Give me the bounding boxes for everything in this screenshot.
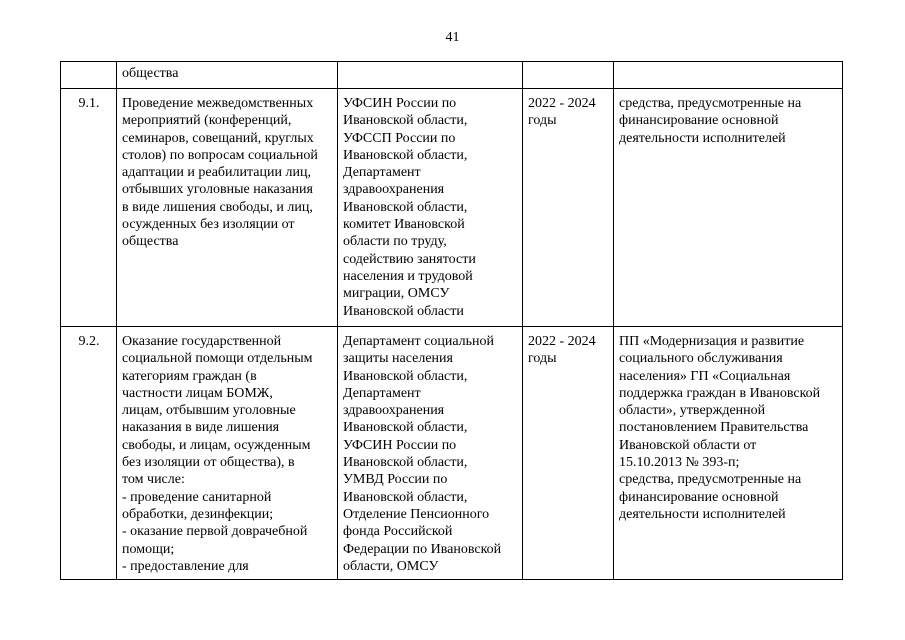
executors-cell: УФСИН России по Ивановской области, УФССП России по Ивановской области, Департамент здравоохранения Ивановской области, комитет Ивановской области по труду, содействию занятости населения и трудовой миграции, ОМСУ Ивановской области: [338, 89, 523, 327]
measures-table: [60, 61, 843, 580]
executors-cell: [338, 62, 523, 89]
table-row: [61, 89, 843, 327]
row-number-cell: 9.2.: [61, 327, 117, 580]
activity-cell: общества: [117, 62, 338, 89]
funding-cell: средства, предусмотренные на финансирование основной деятельности исполнителей: [614, 89, 843, 327]
row-number-cell: [61, 62, 117, 89]
activity-cell: Проведение межведомственных мероприятий (конференций, семинаров, совещаний, круглых столов) по вопросам социальной адаптации и реабилитации лиц, отбывших уголовные наказания в виде лишения свободы, и лиц, осужденных без изоляции от общества: [117, 89, 338, 327]
period-cell: 2022 - 2024 годы: [523, 327, 614, 580]
activity-cell: Оказание государственной социальной помощи отдельным категориям граждан (в частности лицам БОМЖ, лицам, отбывшим уголовные наказания в виде лишения свободы, и лицам, осужденным без изоляции от общества), в том числе: - проведение санитарной обработки, дезинфекции; - оказание первой доврачебной помощи; - предоставление для: [117, 327, 338, 580]
table-row: [61, 62, 843, 89]
funding-cell: ПП «Модернизация и развитие социального обслуживания населения» ГП «Социальная поддержка граждан в Ивановской области», утвержденной постановлением Правительства Ивановской области от 15.10.2013 № 393-п; средства, предусмотренные на финансирование основной деятельности исполнителей: [614, 327, 843, 580]
page-number: 41: [445, 30, 460, 45]
funding-cell: [614, 62, 843, 89]
row-number-cell: 9.1.: [61, 89, 117, 327]
period-cell: [523, 62, 614, 89]
period-cell: 2022 - 2024 годы: [523, 89, 614, 327]
table-row: [61, 327, 843, 580]
executors-cell: Департамент социальной защиты населения Ивановской области, Департамент здравоохранения Ивановской области, УФСИН России по Ивановской области, УМВД России по Ивановской области, Отделение Пенсионного фонда Российской Федерации по Ивановской области, ОМСУ: [338, 327, 523, 580]
